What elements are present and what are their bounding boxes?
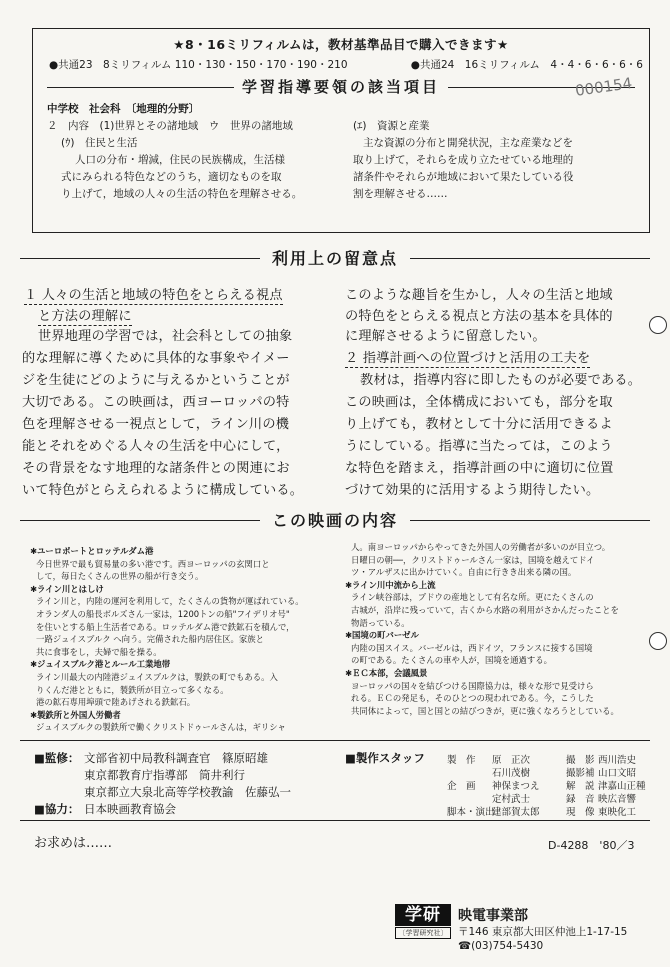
note-line: に理解させるように留意したい。	[345, 329, 546, 344]
curriculum-box	[32, 28, 650, 233]
handwritten-note: 000154	[574, 74, 634, 100]
contents-line: ライン川と，内陸の運河を利用して，たくさんの貨物が運ばれている。	[36, 596, 304, 607]
guideline-line: 式にみられる特色などのうち，適切なものを取	[61, 171, 282, 183]
staff-name: 津嘉山正種	[598, 781, 646, 792]
staff-name: 定村武士	[492, 794, 531, 805]
staff-role: 撮 影	[566, 755, 595, 766]
note-line: その背景をなす地理的な諸条件との関連にお	[22, 461, 290, 476]
contents-line: れる。ＥＣの発足も，そのひとつの現われである。今，こうした	[351, 693, 594, 704]
contents-line: ライン峡谷部は，ブドウの産地として有名な所。更にたくさんの	[351, 592, 594, 603]
note-line: 能とそれをめぐる人々の生活を中心にして，	[22, 439, 290, 454]
staff-name: 石川茂樹	[492, 768, 531, 779]
binder-hole	[649, 316, 667, 334]
guideline-title: 学習指導要領の該当項目	[33, 76, 649, 97]
contents-line: 古城が，沿岸に残っていて，古くから水路の利用がさかんだったことを	[351, 605, 619, 615]
note-line: ジを生徒にどのように与えるかということが	[22, 373, 290, 388]
film-8mm: ●共通23 8ミリフィルム 110・130・150・170・190・210	[49, 59, 348, 71]
guideline-line: 割を理解させる……	[353, 188, 448, 200]
contents-heading: ✱ライン川とはしけ	[30, 583, 104, 594]
staff-name: 東映化工	[598, 807, 637, 818]
contents-line: ヨーロッパの国々を結びつける国際協力は，様々な形で見受けら	[351, 680, 594, 691]
cooperation: 日本映画教育協会	[84, 802, 176, 816]
contents-heading: ✱製鉄所と外国人労働者	[30, 709, 121, 720]
contents-line: 港の鉱石専用埠頭で陸あげされる鉄鉱石。	[36, 697, 196, 708]
contents-line: ライン川最大の内陸港ジュイスブルクは，製鉄の町でもある。入	[36, 672, 278, 682]
contents-line: オランダ人の船長ボルズさん一家は，1200トンの船"フイデリオ号"	[36, 609, 290, 619]
contents-line: 物語っている。	[351, 617, 410, 628]
guideline-line: 主な資源の分布と開発状況，主な産業などを	[363, 137, 573, 149]
company-phone: ☎(03)754-5430	[458, 940, 544, 952]
binder-hole	[649, 632, 667, 650]
note-heading: ２ 指導計画への位置づけと活用の工夫を	[345, 351, 591, 366]
order-text: お求めは……	[34, 836, 113, 851]
note-line: 教材は，指導内容に即したものが必要である。	[360, 373, 642, 388]
staff-name: 神保まつえ	[492, 781, 540, 792]
note-line: いて特色がとらえられるように構成している。	[22, 483, 304, 498]
note-line: このような趣旨を生かし，人々の生活と地域	[345, 288, 613, 303]
film-16mm: ●共通24 16ミリフィルム 4・4・6・6・6・6	[410, 59, 643, 71]
contents-line: ジュイスブルクの製鉄所で働くクリストドゥールさんは，ギリシャ	[36, 722, 286, 733]
gakken-logo: 学研	[395, 904, 451, 926]
divider	[20, 820, 650, 821]
supervision-label: ■監修：	[34, 751, 80, 765]
note-line: 大切である。この映画は，西ヨーロッパの特	[22, 395, 290, 410]
staff-name: 映広音響	[598, 794, 637, 805]
company-name: 映電事業部	[458, 908, 528, 924]
note-line: の特色をとらえる視点と方法の基本を具体的	[345, 309, 613, 324]
contents-heading: ✱国境の町バーゼル	[345, 630, 419, 641]
guideline-line: (ｳ) 住民と生活	[61, 137, 138, 149]
film-codes	[49, 57, 643, 72]
contents-line: 内陸の国スイス。バーゼルは，西ドイツ，フランスに接する国境	[351, 642, 593, 653]
staff-role: 製 作	[447, 755, 476, 766]
staff-role: 企 画	[447, 781, 476, 792]
note-heading: １ 人々の生活と地域の特色をとらえる視点	[24, 288, 283, 303]
contents-line: 共同体によって，国と国との結びつきが，更に強くなろうとしている。	[351, 705, 619, 716]
contents-heading: ✱ジュイスブルク港とルール工業地帯	[30, 659, 171, 670]
staff-name: 建部賀太郎	[492, 807, 540, 818]
staff-label: ■製作スタッフ	[345, 751, 425, 765]
note-line: 世界地理の学習では，社会科としての抽象	[38, 329, 293, 344]
contents-line: りくんだ港とともに，製鉄所が目立って多くなる。	[36, 684, 229, 695]
company-address: 〒146 東京都大田区仲池上1-17-15	[458, 926, 628, 938]
guideline-line: 人口の分布・増減，住民の民族構成，生活様	[75, 154, 285, 166]
contents-line: 共に食事をし，夫婦で船を操る。	[36, 646, 162, 657]
guideline-line: 取り上げて，それらを成り立たせている地理的	[353, 154, 574, 166]
note-line: この映画は，全体構成においても，部分を取	[345, 395, 613, 410]
gakken-logo-sub: 〔学習研究社〕	[395, 927, 451, 939]
notes-title: 利用上の留意点	[0, 246, 670, 269]
contents-title: この映画の内容	[0, 508, 670, 531]
note-line: 的な理解に導くために具体的な事象やイメー	[22, 351, 290, 366]
note-line: 色を理解させる一視点として，ライン川の機	[22, 417, 290, 432]
contents-line: ツ・アルザスに出かけていく。自由に行きき出来る隣の国。	[351, 567, 577, 578]
staff-role: 脚本・演出	[447, 807, 495, 818]
staff-role: 解 説	[566, 781, 595, 792]
guideline-line: 中学校 社会科 〔地理的分野〕	[47, 103, 200, 115]
divider	[20, 740, 650, 741]
note-line: り上げても，教材として十分に活用できるよ	[345, 417, 613, 432]
supervisor: 東京都立大泉北高等学校教諭 佐藤弘一	[84, 785, 291, 799]
contents-line: の町である。たくさんの車や人が，国境を通過する。	[351, 655, 552, 666]
contents-line: 人。南ヨーロッパからやってきた外国人の労働者が多いのが目立つ。	[351, 542, 611, 552]
contents-heading: ✱ユーロポートとロッテルダム港	[30, 546, 154, 556]
contents-line: して，毎日たくさんの世界の船が行き交う。	[36, 571, 204, 582]
purchase-banner: ★8・16ミリフィルムは，教材基準品目で購入できます★	[173, 37, 509, 52]
note-line: づけて効果的に活用するよう期待したい。	[345, 483, 600, 498]
staff-role: 撮影補	[566, 768, 595, 779]
staff-role: 現 像	[566, 807, 595, 818]
staff-name: 原 正次	[492, 755, 531, 766]
contents-line: を住いとする船上生活者である。ロッテルダム港で鉄鉱石を積んで，	[36, 621, 295, 632]
contents-line: 今日世界で最も貿易量の多い港です。西ヨーロッパの玄関口と	[36, 558, 270, 569]
note-heading: と方法の理解に	[38, 309, 132, 324]
staff-name: 山口文昭	[598, 768, 637, 779]
guideline-line: 諸条件やそれらが地域において果たしている役	[353, 171, 574, 183]
cooperation-label: ■協力：	[34, 802, 80, 816]
supervisor: 文部省初中局教科調査官 篠原昭雄	[84, 751, 268, 765]
guideline-line: (ｴ) 資源と産業	[353, 120, 430, 132]
product-code: D-4288 '80／3	[548, 839, 635, 852]
contents-line: 日曜日の朝──，クリストドゥールさん一家は，国境を越えてドイ	[351, 554, 595, 565]
contents-heading: ✱ライン川中流から上流	[345, 579, 436, 590]
guideline-line: り上げて，地域の人々の生活の特色を理解させる。	[61, 188, 303, 200]
note-line: うにしている。指導に当たっては，このよう	[345, 439, 613, 454]
contents-heading: ✱ＥＣ本部，会議風景	[345, 668, 428, 678]
staff-role: 録 音	[566, 794, 595, 805]
supervisor: 東京都教育庁指導部 筒井利行	[84, 768, 245, 782]
guideline-line: ２ 内容 (1)世界とその諸地域 ウ 世界の諸地域	[47, 120, 293, 132]
staff-name: 西川浩史	[598, 755, 637, 766]
contents-line: 一路ジュイスブルク へ向う。完備された船内居住区。家族と	[36, 634, 265, 645]
note-line: な特色を踏まえ，指導計画の中に適切に位置	[345, 461, 614, 476]
